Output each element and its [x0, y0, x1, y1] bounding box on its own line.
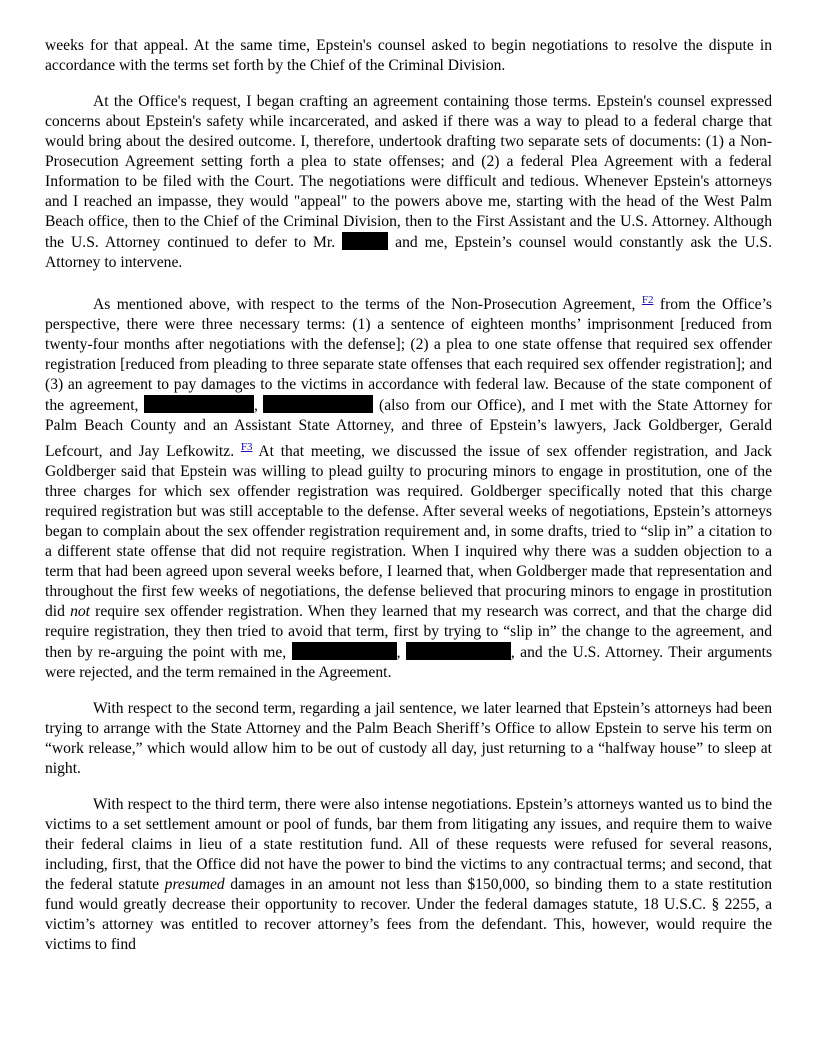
paragraph-2: At the Office's request, I began crafting an agreement containing those terms. Epstein's counsel expressed concerns about Epstein's safety while incarcerated, and asked if there was a way to plead to a federal charge that would bring about the desired outcome. I, therefore, undertook drafting two separate sets of documents: (1) a Non-Prosecution Agreement setting forth a plea to state offenses; and (2) a federal Plea Agreement with a federal Information to be filed with the Court. The negotiations were difficult and tedious. Whenever Epstein's attorneys and I reached an impasse, they would "appeal" to the powers above me, starting with the head of the West Palm Beach office, then to the Chief of the Criminal Division, then to the First Assistant and the U.S. Attorney. Although the U.S. Attorney continued to defer to Mr. and me, Epstein’s counsel would constantly ask the U.S. Attorney to intervene. [45, 93, 772, 271]
redaction-box [292, 642, 397, 660]
paragraph-1: weeks for that appeal. At the same time, Epstein's counsel asked to begin negotiations to resolve the dispute in accordance with the terms set forth by the Chief of the Criminal Division. [45, 37, 772, 74]
emphasis-not: not [70, 603, 90, 621]
emphasis-presumed: presumed [164, 876, 225, 894]
document-page [45, 36, 772, 971]
footnote-link-f2[interactable]: F2 [641, 294, 654, 306]
footnote-ref-f3[interactable] [241, 438, 253, 453]
redaction-box [263, 395, 373, 413]
paragraph-3: As mentioned above, with respect to the terms of the Non-Prosecution Agreement, $^{F2}$ from the Office’s perspective, there were three necessary terms: (1) a sentence of eighteen months’ imprisonment [reduced from twenty-four months after negotiations with the defense]; (2) a plea to one state offense that required sex offender registration [reduced from pleading to three separate state offenses that each required sex offender registration]; and (3) an agreement to pay damages to the victims in accordance with federal law. Because of the state component of the agreement, , (also from our Office), and I met with the State Attorney for Palm Beach County and an Assistant State Attorney, and three of Epstein’s lawyers, Jack Goldberger, Gerald Lefcourt, and Jay Lefkowitz. $^{F3}$ At that meeting, we discussed the issue of sex offender registration, and Jack Goldberger said that Epstein was willing to plead guilty to procuring minors to engage in prostitution, one of the three charges for which sex offender registration was required. Goldberger specifically noted that this charge required registration but was still acceptable to the defense. After several weeks of negotiations, Epstein’s attorneys began to complain about the sex offender registration requirement and, in some drafts, tried to “slip in” a citation to a different state offense that did not require registration. When I inquired why there was a sudden objection to a term that had been agreed upon several weeks before, I learned that, when Goldberger made that representation and throughout the first few weeks of negotiations, the defense believed that procuring minors to engage in prostitution did not require sex offender registration. When they learned that my research was correct, and that the charge did require registration, they then tried to avoid that term, first by trying to “slip in” the change to the agreement, and then by re-arguing the point with me, , , and the U.S. Attorney. Their arguments were rejected, and the term remained in the Agreement. [45, 289, 772, 683]
redaction-box [144, 395, 254, 413]
paragraph-4: With respect to the second term, regarding a jail sentence, we later learned that Epstein’s attorneys had been trying to arrange with the State Attorney and the Palm Beach Sheriff’s Office to allow Epstein to serve his term on “work release,” which would allow him to be out of custody all day, just returning to a “halfway house” to sleep at night. [45, 700, 772, 778]
footnote-ref-f2[interactable] [642, 291, 654, 306]
redaction-box [406, 642, 511, 660]
redaction-box [342, 232, 388, 250]
paragraph-5: With respect to the third term, there were also intense negotiations. Epstein’s attorneys wanted us to bind the victims to a set settlement amount or pool of funds, bar them from litigating any issues, and require them to waive their federal claims in lieu of a state restitution fund. All of these requests were refused for several reasons, including, first, that the Office did not have the power to bind the victims to any contractual terms; and second, that the federal statute presumed damages in an amount not less than $150,000, so binding them to a state restitution fund would greatly decrease their opportunity to recover. Under the federal damages statute, 18 U.S.C. § 2255, a victim’s attorney was entitled to recover attorney’s fees from the defendant. This, however, would require the victims to find [45, 796, 772, 954]
footnote-link-f3[interactable]: F3 [240, 441, 253, 454]
